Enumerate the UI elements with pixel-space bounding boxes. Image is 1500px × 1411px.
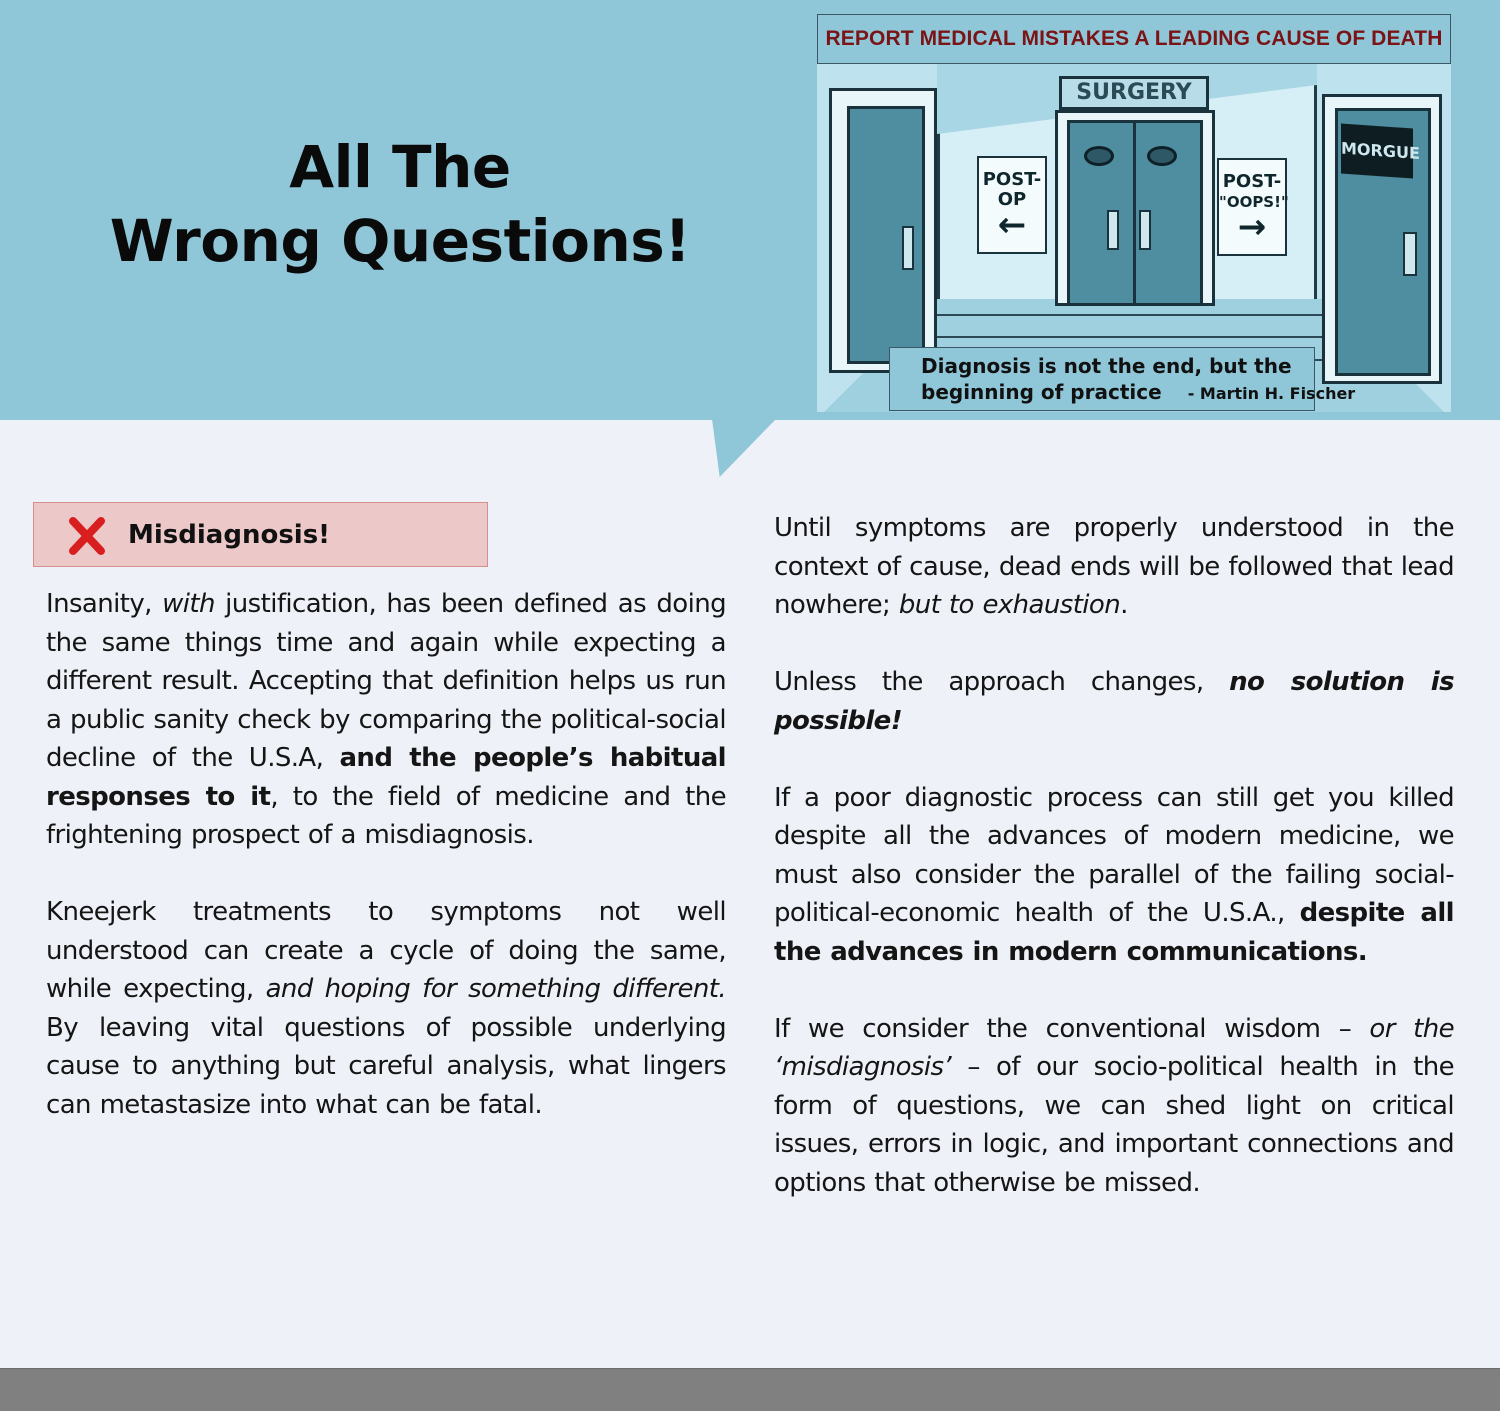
- paragraph-unless: [774, 663, 1454, 740]
- post-op-sign: [977, 156, 1047, 254]
- quote-line-2: [921, 379, 1356, 407]
- title-line-2: Wrong Questions!: [109, 207, 691, 275]
- floor-line: [912, 336, 1352, 338]
- porthole-right: [1147, 146, 1177, 166]
- door-seam: [1133, 120, 1136, 306]
- italic-text: but to exhaustion: [898, 590, 1121, 620]
- text: Kneejerk treatments to symptoms not well understood can create a cycle of doing the same, while expecting,: [46, 897, 726, 1004]
- door-handle-left: [1107, 210, 1119, 250]
- paragraph-until-symptoms: [774, 509, 1454, 625]
- text: justification, has been defined as doing the same things time and again while expecting a different result. Accepting that definition helps us run a public sanity check by comparing the political-social decline of the U.S.A,: [46, 589, 726, 773]
- text: By leaving vital questions of possible underlying cause to anything but careful analysis, what lingers can metastasize into what can be fatal.: [46, 1012, 726, 1120]
- morgue-door-window: [1403, 232, 1417, 276]
- post-op-sign-line-1: POST-: [982, 169, 1042, 190]
- quote-line-1: Diagnosis is not the end, but the: [921, 354, 1292, 378]
- post-op-sign-line-2: OP: [997, 189, 1027, 210]
- bold-text: despite all the advances in modern communications.: [774, 898, 1454, 967]
- paragraph-conventional-wisdom: [774, 1010, 1454, 1203]
- red-x-icon: [67, 515, 107, 557]
- text: Until symptoms are properly understood in the context of cause, dead ends will be followed that lead nowhere;: [774, 513, 1454, 620]
- italic-text: and hoping for something different.: [265, 974, 726, 1004]
- porthole-left: [1084, 146, 1114, 166]
- misdiagnosis-callout: [33, 502, 488, 567]
- page-title: [100, 130, 700, 278]
- text: – of our socio-political health in the form of questions, we can shed light on critical issues, errors in logic, and important connections and options that otherwise be missed.: [774, 1052, 1454, 1198]
- surgery-sign: SURGERY: [1059, 76, 1209, 110]
- text: If we consider the conventional wisdom –: [774, 1013, 1370, 1044]
- quote-text: beginning of practice: [921, 380, 1162, 404]
- bold-text: and the people’s habitual responses to it: [46, 743, 726, 812]
- bold-italic-text: no solution is possible!: [774, 667, 1454, 736]
- left-column: [46, 585, 726, 1124]
- text: .: [1120, 590, 1128, 620]
- italic-text: or the ‘misdiagnosis’: [774, 1013, 1454, 1082]
- callout-label: Misdiagnosis!: [128, 520, 331, 550]
- post-oops-sign-line-1: POST-: [1222, 171, 1282, 192]
- paragraph-kneejerk: [46, 893, 726, 1124]
- paragraph-poor-diagnostic: [774, 779, 1454, 972]
- italic-text: with: [162, 589, 215, 619]
- door-handle-right: [1139, 210, 1151, 250]
- post-oops-sign: [1217, 158, 1287, 256]
- left-door-window: [902, 226, 914, 270]
- text: Insanity,: [46, 589, 163, 619]
- right-column: [774, 509, 1454, 1202]
- cartoon-illustration: [817, 14, 1451, 412]
- text: , to the field of medicine and the frightening prospect of a misdiagnosis.: [46, 781, 726, 850]
- arrow-left-icon: ←: [997, 205, 1027, 245]
- quote-author: - Martin H. Fischer: [1187, 384, 1356, 403]
- cartoon-banner: REPORT MEDICAL MISTAKES A LEADING CAUSE OF DEATH: [817, 14, 1451, 64]
- floor-line: [932, 314, 1332, 316]
- footer-bar: [0, 1368, 1500, 1411]
- speech-bubble-tail: [712, 419, 776, 477]
- arrow-right-icon: →: [1237, 207, 1267, 247]
- quote-box: [889, 347, 1356, 411]
- text: If a poor diagnostic process can still get you killed despite all the advances of modern medicine, we must also consider the parallel of the failing social-political-economic health of the U.S.A.,: [774, 782, 1454, 928]
- text: Unless the approach changes,: [774, 667, 1230, 697]
- morgue-sign: MORGUE: [1341, 123, 1413, 178]
- post-oops-sign-line-2: "OOPS!": [1219, 193, 1289, 211]
- paragraph-insanity: [46, 585, 726, 855]
- title-line-1: All The: [289, 133, 511, 201]
